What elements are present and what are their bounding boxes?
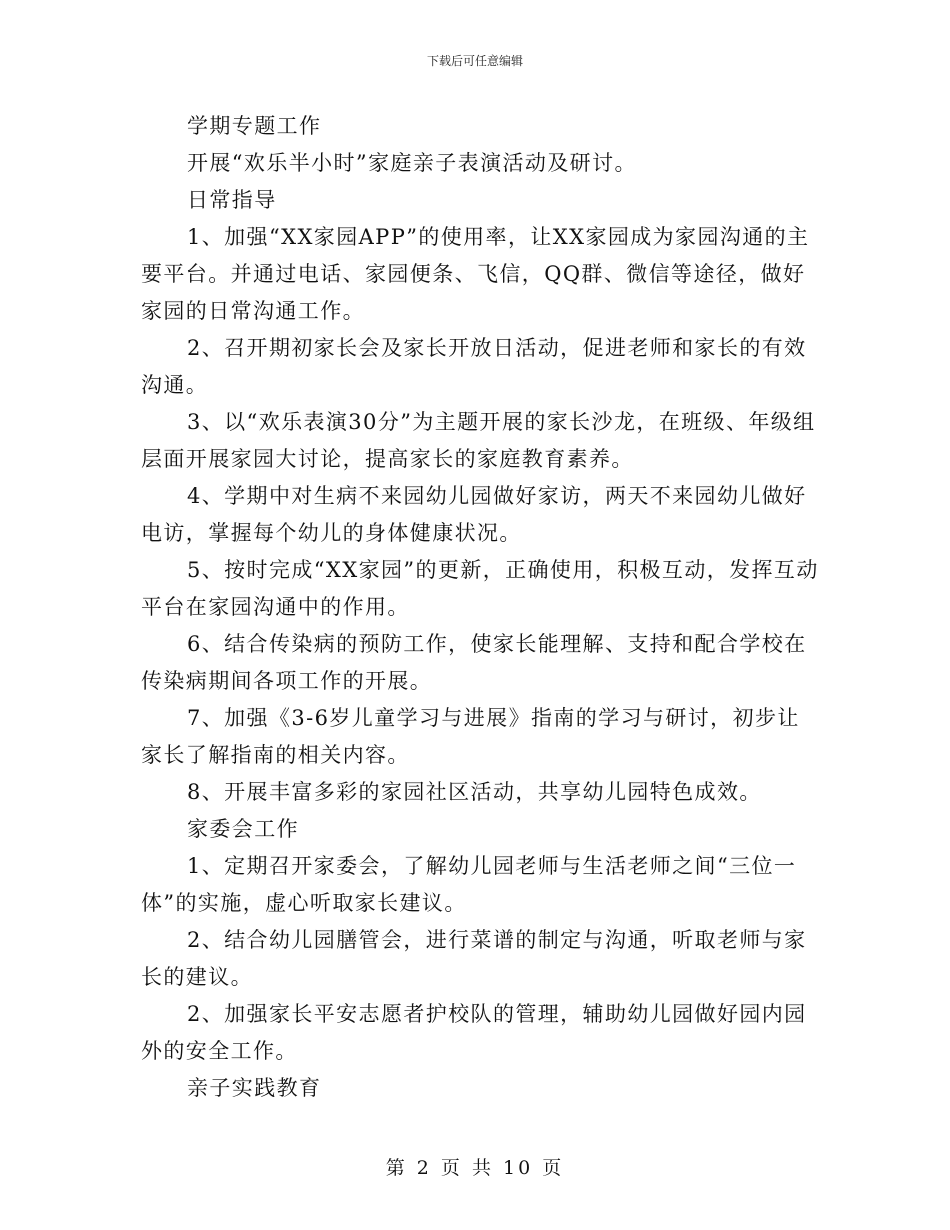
list-item: 1、加强“XX家园APP”的使用率，让XX家园成为家园沟通的主要平台。并通过电话、家园便条、飞信，QQ群、微信等途径，做好家园的日常沟通工作。 bbox=[141, 225, 810, 323]
list-item: 6、结合传染病的预防工作，使家长能理解、支持和配合学校在传染病期间各项工作的开展。 bbox=[141, 632, 807, 693]
section-heading-term-topics: 学期专题工作 bbox=[187, 114, 322, 138]
list-item: 4、学期中对生病不来园幼儿园做好家访，两天不来园幼儿做好电访，掌握每个幼儿的身体健康状况。 bbox=[141, 484, 807, 545]
list-item: 8、开展丰富多彩的家园社区活动，共享幼儿园特色成效。 bbox=[187, 780, 762, 804]
section-heading-practice: 亲子实践教育 bbox=[187, 1076, 322, 1100]
list-item: 2、加强家长平安志愿者护校队的管理，辅助幼儿园做好园内园外的安全工作。 bbox=[141, 1002, 807, 1063]
list-item: 1、定期召开家委会，了解幼儿园老师与生活老师之间“三位一体”的实施，虚心听取家长建议。 bbox=[141, 854, 797, 915]
list-item: 2、召开期初家长会及家长开放日活动，促进老师和家长的有效沟通。 bbox=[141, 336, 807, 397]
list-item: 2、结合幼儿园膳管会，进行菜谱的制定与沟通，听取老师与家长的建议。 bbox=[141, 928, 807, 989]
paragraph: 开展“欢乐半小时”家庭亲子表演活动及研讨。 bbox=[187, 151, 637, 175]
list-item: 7、加强《3-6岁儿童学习与进展》指南的学习与研讨，初步让家长了解指南的相关内容。 bbox=[141, 706, 800, 767]
list-item: 3、以“欢乐表演30分”为主题开展的家长沙龙，在班级、年级组层面开展家园大讨论，提高家长的家庭教育素养。 bbox=[141, 410, 816, 471]
page-header: 下载后可任意编辑 bbox=[426, 54, 523, 68]
list-item: 5、按时完成“XX家园”的更新，正确使用，积极互动，发挥互动平台在家园沟通中的作用。 bbox=[141, 558, 819, 619]
section-heading-committee: 家委会工作 bbox=[187, 817, 299, 841]
page-number: 第 2 页 共 10 页 bbox=[385, 1157, 565, 1179]
document-body bbox=[141, 108, 821, 1107]
section-heading-daily-guidance: 日常指导 bbox=[187, 188, 277, 212]
